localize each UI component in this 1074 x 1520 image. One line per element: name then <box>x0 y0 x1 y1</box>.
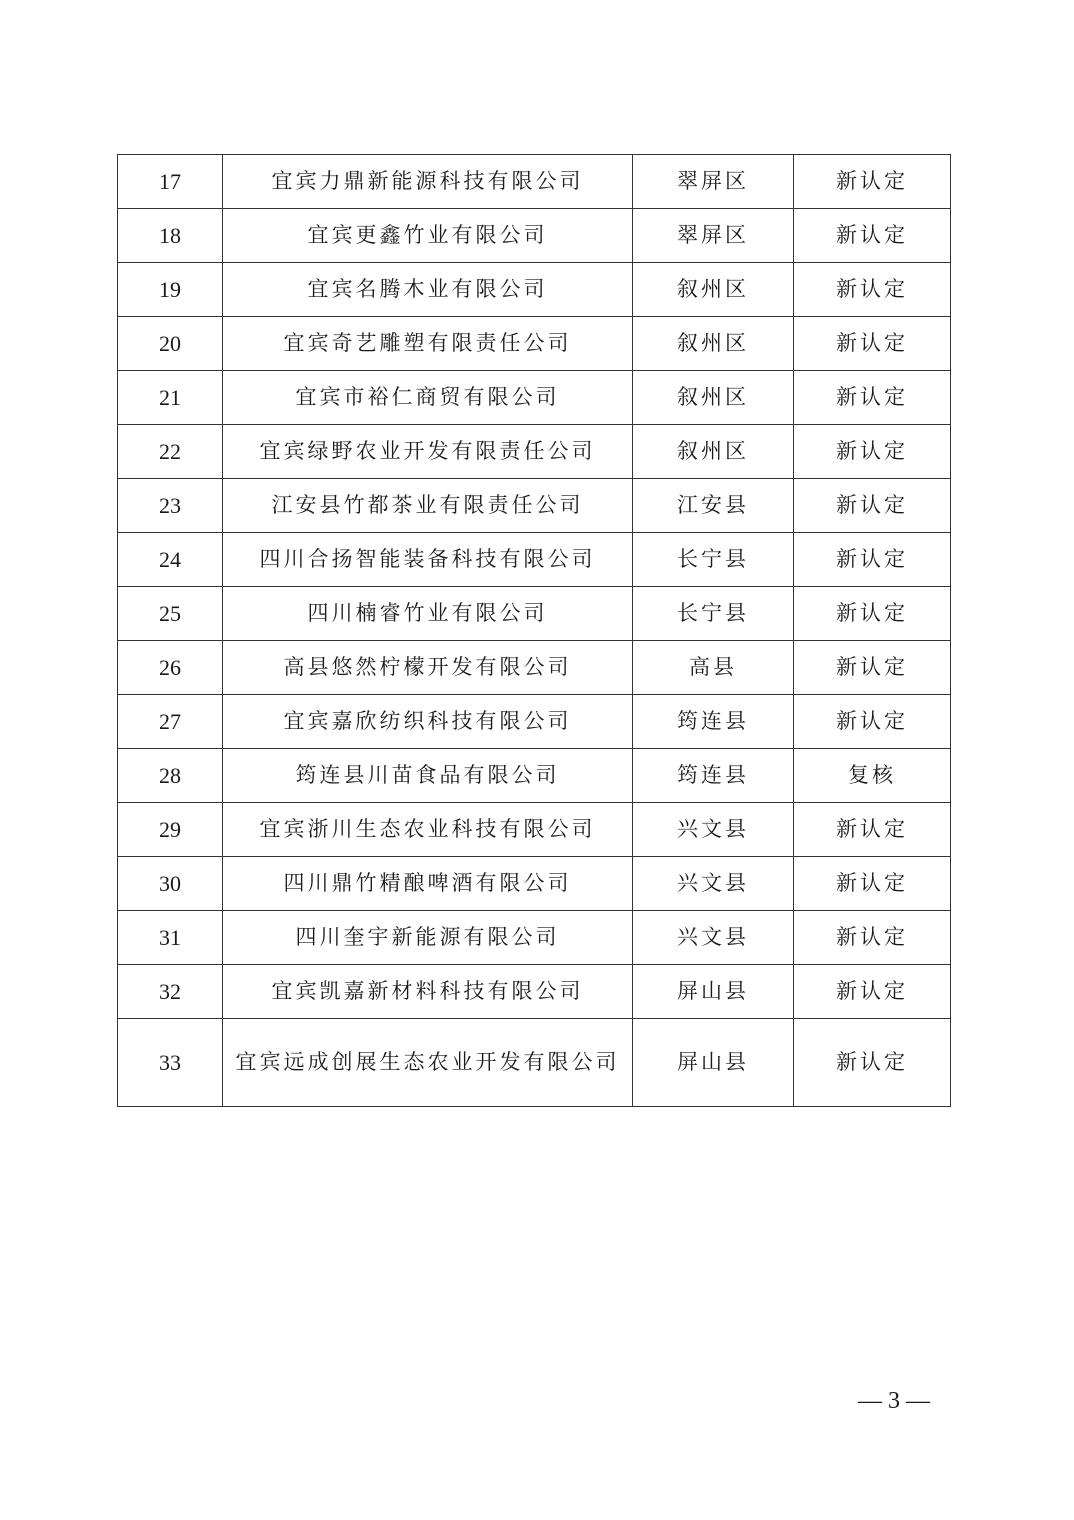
certification-type: 新认定 <box>794 695 951 749</box>
table-row <box>118 425 951 479</box>
company-name: 宜宾绿野农业开发有限责任公司 <box>223 425 633 479</box>
certification-type: 新认定 <box>794 857 951 911</box>
district: 长宁县 <box>633 587 794 641</box>
certification-type: 新认定 <box>794 641 951 695</box>
row-number: 30 <box>118 857 223 911</box>
certification-type: 新认定 <box>794 371 951 425</box>
row-number: 18 <box>118 209 223 263</box>
row-number: 27 <box>118 695 223 749</box>
company-name: 宜宾凯嘉新材料科技有限公司 <box>223 965 633 1019</box>
row-number: 21 <box>118 371 223 425</box>
district: 叙州区 <box>633 425 794 479</box>
district: 江安县 <box>633 479 794 533</box>
company-name: 宜宾嘉欣纺织科技有限公司 <box>223 695 633 749</box>
certification-type: 新认定 <box>794 263 951 317</box>
table-row <box>118 1019 951 1107</box>
table-row <box>118 317 951 371</box>
company-name: 高县悠然柠檬开发有限公司 <box>223 641 633 695</box>
company-name: 筠连县川苗食品有限公司 <box>223 749 633 803</box>
row-number: 32 <box>118 965 223 1019</box>
table-row <box>118 371 951 425</box>
district: 屏山县 <box>633 965 794 1019</box>
certification-type: 新认定 <box>794 317 951 371</box>
row-number: 22 <box>118 425 223 479</box>
row-number: 31 <box>118 911 223 965</box>
table-row <box>118 587 951 641</box>
district: 兴文县 <box>633 911 794 965</box>
company-name: 四川鼎竹精酿啤酒有限公司 <box>223 857 633 911</box>
district: 叙州区 <box>633 371 794 425</box>
table-row <box>118 641 951 695</box>
page-number: — 3 — <box>858 1388 930 1414</box>
district: 筠连县 <box>633 749 794 803</box>
district: 翠屏区 <box>633 155 794 209</box>
row-number: 20 <box>118 317 223 371</box>
company-name: 宜宾浙川生态农业科技有限公司 <box>223 803 633 857</box>
company-name: 宜宾奇艺雕塑有限责任公司 <box>223 317 633 371</box>
company-name: 宜宾名腾木业有限公司 <box>223 263 633 317</box>
table-row <box>118 695 951 749</box>
table-body <box>118 155 951 1107</box>
certification-type: 新认定 <box>794 911 951 965</box>
certification-type: 新认定 <box>794 587 951 641</box>
row-number: 25 <box>118 587 223 641</box>
district: 兴文县 <box>633 857 794 911</box>
row-number: 17 <box>118 155 223 209</box>
company-name: 宜宾力鼎新能源科技有限公司 <box>223 155 633 209</box>
certification-type: 新认定 <box>794 155 951 209</box>
certification-type: 新认定 <box>794 965 951 1019</box>
district: 叙州区 <box>633 317 794 371</box>
table-row <box>118 263 951 317</box>
district: 屏山县 <box>633 1019 794 1107</box>
company-name: 宜宾更鑫竹业有限公司 <box>223 209 633 263</box>
table-row <box>118 155 951 209</box>
table-row <box>118 803 951 857</box>
row-number: 33 <box>118 1019 223 1107</box>
table-row <box>118 533 951 587</box>
district: 长宁县 <box>633 533 794 587</box>
certification-type: 新认定 <box>794 803 951 857</box>
company-name: 四川合扬智能装备科技有限公司 <box>223 533 633 587</box>
district: 叙州区 <box>633 263 794 317</box>
district: 高县 <box>633 641 794 695</box>
company-name: 四川楠睿竹业有限公司 <box>223 587 633 641</box>
certification-type: 新认定 <box>794 533 951 587</box>
company-name: 宜宾远成创展生态农业开发有限公司 <box>223 1019 633 1107</box>
company-name: 四川奎宇新能源有限公司 <box>223 911 633 965</box>
district: 筠连县 <box>633 695 794 749</box>
district: 翠屏区 <box>633 209 794 263</box>
certification-type: 新认定 <box>794 209 951 263</box>
certification-type: 复核 <box>794 749 951 803</box>
row-number: 19 <box>118 263 223 317</box>
table-row <box>118 749 951 803</box>
company-name: 江安县竹都茶业有限责任公司 <box>223 479 633 533</box>
table-row <box>118 857 951 911</box>
certification-type: 新认定 <box>794 479 951 533</box>
certification-type: 新认定 <box>794 1019 951 1107</box>
company-name: 宜宾市裕仁商贸有限公司 <box>223 371 633 425</box>
table-row <box>118 965 951 1019</box>
company-list-table <box>117 154 951 1107</box>
table-row <box>118 911 951 965</box>
table-row <box>118 479 951 533</box>
district: 兴文县 <box>633 803 794 857</box>
row-number: 26 <box>118 641 223 695</box>
certification-type: 新认定 <box>794 425 951 479</box>
row-number: 28 <box>118 749 223 803</box>
row-number: 29 <box>118 803 223 857</box>
row-number: 24 <box>118 533 223 587</box>
table-row <box>118 209 951 263</box>
row-number: 23 <box>118 479 223 533</box>
